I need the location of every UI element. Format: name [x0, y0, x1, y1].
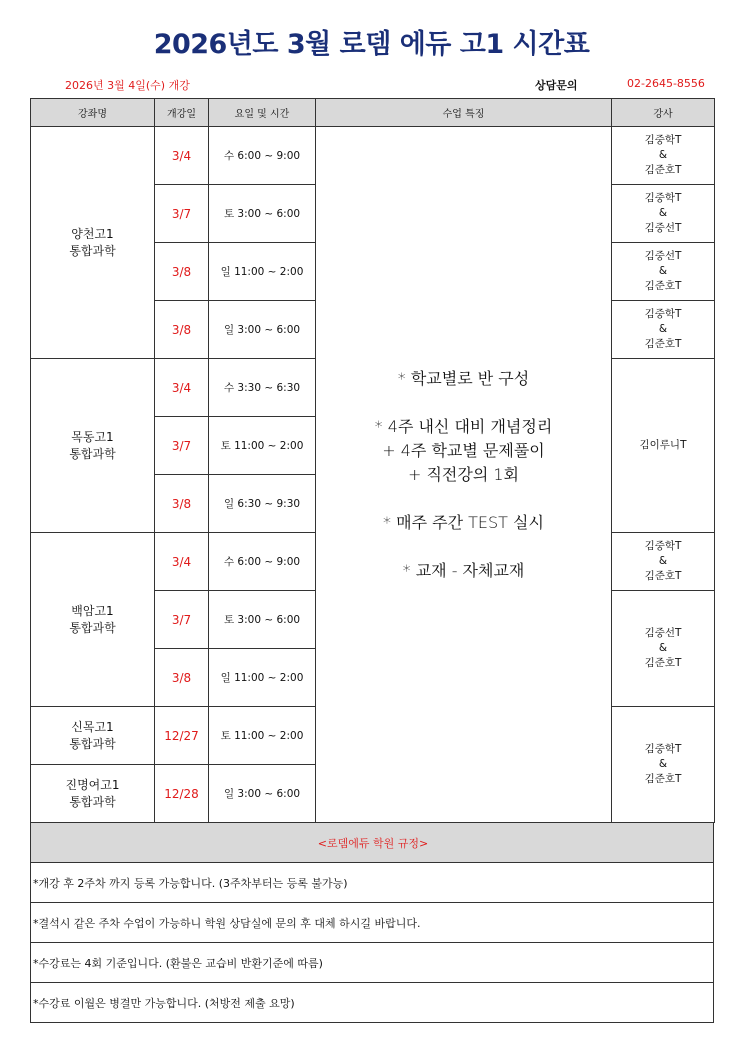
course-name: 신목고1	[71, 719, 114, 734]
schedule-table	[30, 98, 715, 823]
teacher-joiner: &	[658, 555, 668, 567]
feature-line: * 매주 주간 TEST 실시	[383, 512, 544, 532]
feature-line: + 4주 학교별 문제풀이	[382, 440, 545, 460]
teacher-cell	[612, 185, 715, 243]
contact-label: 상담문의	[535, 79, 578, 92]
teacher-name: 김중학T	[644, 134, 682, 146]
class-time: 수 6:00 ~ 9:00	[209, 127, 316, 185]
teacher-cell	[612, 301, 715, 359]
start-date: 3/4	[155, 359, 209, 417]
start-date: 3/8	[155, 475, 209, 533]
course-subject: 통합과학	[69, 446, 116, 461]
class-time: 토 11:00 ~ 2:00	[209, 417, 316, 475]
teacher-cell	[612, 127, 715, 185]
teacher-joiner: &	[658, 323, 668, 335]
teacher-name: 김준호T	[644, 773, 682, 785]
class-time: 수 3:30 ~ 6:30	[209, 359, 316, 417]
teacher-name: 김준호T	[644, 164, 682, 176]
course-cell	[31, 707, 155, 765]
teacher-joiner: &	[658, 207, 668, 219]
start-date: 12/27	[155, 707, 209, 765]
teacher-cell	[612, 533, 715, 591]
course-name: 백암고1	[71, 603, 114, 618]
teacher-cell	[612, 591, 715, 707]
header-course: 강좌명	[31, 99, 155, 127]
class-time: 토 11:00 ~ 2:00	[209, 707, 316, 765]
start-date: 3/8	[155, 649, 209, 707]
feature-line: + 직전강의 1회	[407, 464, 520, 484]
class-time: 일 6:30 ~ 9:30	[209, 475, 316, 533]
teacher-name: 김중선T	[644, 250, 682, 262]
course-cell	[31, 359, 155, 533]
teacher-name: 김중학T	[644, 743, 682, 755]
rule-item: *수강료 이월은 병결만 가능합니다. (처방전 제출 요망)	[31, 983, 714, 1023]
header-time: 요일 및 시간	[209, 99, 316, 127]
teacher-name: 김중학T	[644, 308, 682, 320]
class-time: 일 3:00 ~ 6:00	[209, 765, 316, 823]
course-cell	[31, 127, 155, 359]
start-date: 3/7	[155, 417, 209, 475]
course-subject: 통합과학	[69, 620, 116, 635]
start-date: 3/8	[155, 243, 209, 301]
page-title: 2026년도 3월 로뎀 에듀 고1 시간표	[153, 29, 590, 60]
course-subject: 통합과학	[69, 736, 116, 751]
course-cell	[31, 765, 155, 823]
start-date: 3/8	[155, 301, 209, 359]
header-date: 개강일	[155, 99, 209, 127]
course-subject: 통합과학	[69, 794, 116, 809]
teacher-cell	[612, 243, 715, 301]
class-time: 일 11:00 ~ 2:00	[209, 243, 316, 301]
teacher-name: 김이루니T	[639, 439, 687, 451]
teacher-joiner: &	[658, 758, 668, 770]
teacher-cell	[612, 359, 715, 533]
features-cell	[316, 127, 612, 823]
course-name: 양천고1	[71, 226, 114, 241]
rule-item: *결석시 같은 주차 수업이 가능하니 학원 상담실에 문의 후 대체 하시길 바랍니다.	[31, 903, 714, 943]
teacher-name: 김중선T	[644, 222, 682, 234]
header-teacher: 강사	[612, 99, 715, 127]
rule-item: *수강료는 4회 기준입니다. (환불은 교습비 반환기준에 따름)	[31, 943, 714, 983]
teacher-cell	[612, 707, 715, 823]
open-date: 2026년 3월 4일(수) 개강	[65, 79, 190, 92]
feature-line: * 학교별로 반 구성	[397, 368, 530, 388]
teacher-name: 김준호T	[644, 338, 682, 350]
course-subject: 통합과학	[69, 243, 116, 258]
class-time: 일 3:00 ~ 6:00	[209, 301, 316, 359]
start-date: 3/4	[155, 533, 209, 591]
teacher-name: 김준호T	[644, 657, 682, 669]
start-date: 3/7	[155, 591, 209, 649]
class-time: 수 6:00 ~ 9:00	[209, 533, 316, 591]
course-name: 진명여고1	[65, 777, 120, 792]
class-time: 일 11:00 ~ 2:00	[209, 649, 316, 707]
teacher-name: 김중선T	[644, 627, 682, 639]
course-cell	[31, 533, 155, 707]
table-header-row	[31, 99, 715, 127]
class-time: 토 3:00 ~ 6:00	[209, 591, 316, 649]
contact-phone: 02-2645-8556	[627, 77, 705, 90]
course-name: 목동고1	[71, 429, 114, 444]
rules-table	[30, 822, 714, 1023]
teacher-name: 김준호T	[644, 570, 682, 582]
start-date: 3/7	[155, 185, 209, 243]
feature-line: * 4주 내신 대비 개념정리	[374, 416, 553, 436]
table-row	[31, 127, 715, 185]
teacher-joiner: &	[658, 265, 668, 277]
start-date: 3/4	[155, 127, 209, 185]
rules-title: <로뎀에듀 학원 규정>	[31, 823, 714, 863]
rule-item: *개강 후 2주차 까지 등록 가능합니다. (3주차부터는 등록 불가능)	[31, 863, 714, 903]
class-time: 토 3:00 ~ 6:00	[209, 185, 316, 243]
start-date: 12/28	[155, 765, 209, 823]
teacher-joiner: &	[658, 149, 668, 161]
feature-line: * 교재 - 자체교재	[402, 560, 525, 580]
teacher-joiner: &	[658, 642, 668, 654]
header-features: 수업 특징	[316, 99, 612, 127]
teacher-name: 김중학T	[644, 192, 682, 204]
teacher-name: 김중학T	[644, 540, 682, 552]
teacher-name: 김준호T	[644, 280, 682, 292]
